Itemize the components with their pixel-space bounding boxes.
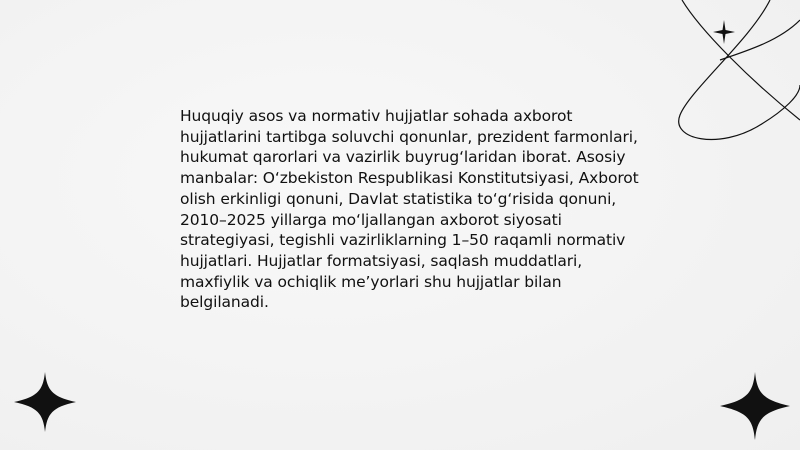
orbit-lines-icon (660, 0, 800, 150)
body-paragraph: Huquqiy asos va normativ hujjatlar sohada axborot hujjatlarini tartibga soluvchi qonunlar, prezident farmonlari, hukumat qarorlari va vazirlik buyrug‘laridan iborat. Asosiy manbalar: O‘zbekiston Respublikasi Konstitutsiyasi, Axborot olish erkinligi qonuni, Davlat statistika to‘g‘risida qonuni, 2010–2025 yillarga mo‘ljallangan axborot siyosati strategiyasi, tegishli vazirliklarning 1–50 raqamli normativ hujjatlari. Hujjatlar formatsiyasi, saqlash muddatlari, maxfiylik va ochiqlik me’yorlari shu hujjatlar bilan belgilanadi. (180, 107, 639, 312)
sparkle-icon (713, 20, 735, 44)
four-point-star-icon (14, 372, 76, 432)
four-point-star-icon-right (720, 372, 790, 440)
